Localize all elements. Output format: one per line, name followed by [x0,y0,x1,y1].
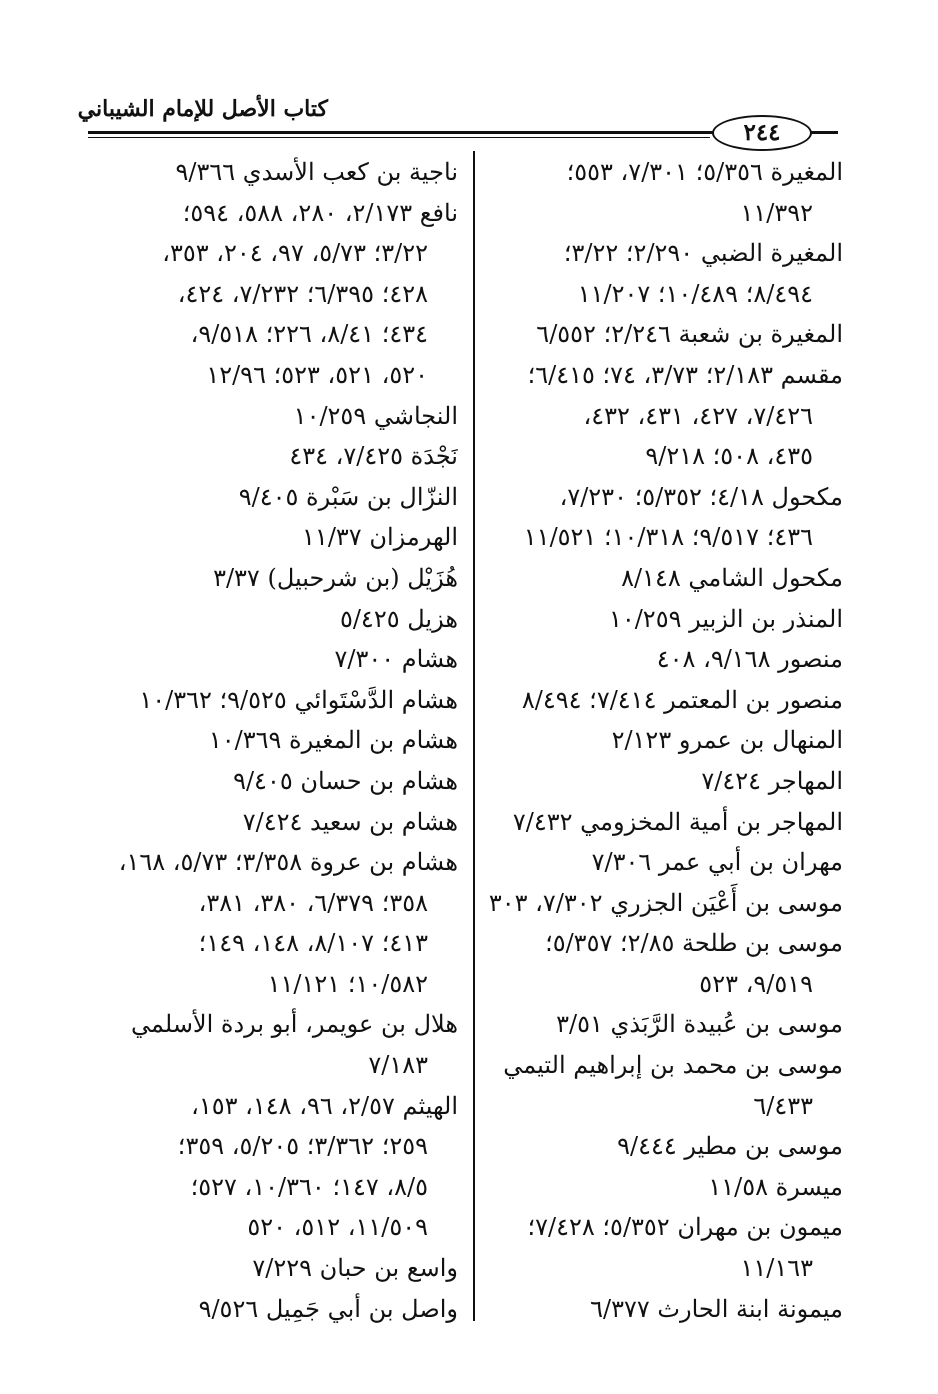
index-entry-continuation: ٤٢٨؛ ٦/٣٩٥؛ ٧/٢٣٢، ٤٢٤، [177,279,428,308]
index-entry: النزّال بن سَبْرة ٩/٤٠٥ [238,482,458,511]
index-entry: هلال بن عويمر، أبو بردة الأسلمي [131,1010,458,1039]
index-entry: هشام بن المغيرة ١٠/٣٦٩ [208,726,458,755]
index-entry: المغيرة الضبي ٢/٢٩٠؛ ٣/٢٢؛ [563,239,843,268]
index-entry: مكحول الشامي ٨/١٤٨ [621,563,843,592]
index-entry: مهران بن أبي عمر ٧/٣٠٦ [591,848,843,877]
page-number: ٢٤٤ [712,115,812,151]
index-entry-continuation: ٦/٤٣٣ [753,1091,813,1120]
index-entry-continuation: ٥٢٠، ٥٢١، ٥٢٣؛ ١٢/٩٦ [206,360,428,389]
index-entry: نَجْدَة ٧/٤٢٥، ٤٣٤ [289,442,458,471]
index-entry: مقسم ٢/١٨٣؛ ٣/٧٣، ٧٤؛ ٦/٤١٥؛ [527,360,843,389]
index-entry-continuation: ٨/٥، ١٤٧؛ ١٠/٣٦٠، ٥٢٧؛ [190,1172,428,1201]
column-divider [473,151,475,1321]
index-entry: موسى بن عُبيدة الرَّبَذي ٣/٥١ [556,1010,843,1039]
index-entry: الهرمزان ١١/٣٧ [302,523,458,552]
index-entry-continuation: ٤٣٦؛ ٩/٥١٧؛ ١٠/٣١٨؛ ١١/٥٢١ [523,523,813,552]
index-entry-continuation: ٤١٣؛ ٨/١٠٧، ١٤٨، ١٤٩؛ [198,929,428,958]
index-column-right [488,152,843,1329]
index-entry: هشام الدَّسْتَوائي ٩/٥٢٥؛ ١٠/٣٦٢ [139,685,458,714]
index-entry-continuation: ١١/١٦٣ [740,1254,813,1283]
header-rule-thin [88,137,710,138]
index-entry: ميمون بن مهران ٥/٣٥٢؛ ٧/٤٢٨؛ [527,1213,843,1242]
index-entry-continuation: ٤٣٤؛ ٨/٤١، ٢٢٦؛ ٩/٥١٨، [190,320,428,349]
index-entry: ميسرة ١١/٥٨ [708,1172,843,1201]
index-entry: المهاجر بن أمية المخزومي ٧/٤٣٢ [512,807,843,836]
index-entry: نافع ٢/١٧٣، ٢٨٠، ٥٨٨، ٥٩٤؛ [182,198,458,227]
index-entry-continuation: ٣٥٨؛ ٦/٣٧٩، ٣٨٠، ٣٨١، [198,888,428,917]
index-entry: موسى بن محمد بن إبراهيم التيمي [503,1051,843,1080]
index-entry: المنهال بن عمرو ٢/١٢٣ [611,726,843,755]
index-entry: منصور بن المعتمر ٧/٤١٤؛ ٨/٤٩٤ [521,685,843,714]
index-entry-continuation: ١١/٣٩٢ [740,198,813,227]
index-entry: المغيرة ٥/٣٥٦؛ ٧/٣٠١، ٥٥٣؛ [566,158,843,186]
index-entry-continuation: ٢٥٩؛ ٣/٣٦٢؛ ٥/٢٠٥، ٣٥٩؛ [177,1132,428,1161]
index-entry-continuation: ٣/٢٢؛ ٥/٧٣، ٩٧، ٢٠٤، ٣٥٣، [162,239,428,268]
running-header-title: كتاب الأصل للإمام الشيباني [77,96,328,122]
index-entry: الهيثم ٢/٥٧، ٩٦، ١٤٨، ١٥٣، [191,1091,458,1120]
index-entry: هُزَيْل (بن شرحبيل) ٣/٣٧ [213,563,458,592]
index-entry: النجاشي ١٠/٢٥٩ [293,401,458,430]
index-entry: المهاجر ٧/٤٢٤ [701,766,843,795]
index-entry: موسى بن طلحة ٢/٨٥؛ ٥/٣٥٧؛ [545,929,843,958]
index-entry-continuation: ١١/٥٠٩، ٥١٢، ٥٢٠ [247,1213,428,1242]
index-entry: منصور ٩/١٦٨، ٤٠٨ [656,645,843,674]
index-entry: واصل بن أبي جَمِيل ٩/٥٢٦ [198,1294,458,1323]
index-entry: مكحول ٤/١٨؛ ٥/٣٥٢؛ ٧/٢٣٠، [559,482,843,511]
index-entry: ناجية بن كعب الأسدي ٩/٣٦٦ [175,158,458,186]
index-entry-continuation: ١٠/٥٨٢؛ ١١/١٢١ [267,969,428,998]
index-entry: هشام بن سعيد ٧/٤٢٤ [242,807,458,836]
index-entry: موسى بن مطير ٩/٤٤٤ [617,1132,843,1161]
index-entry-continuation: ٤٣٥، ٥٠٨؛ ٩/٢١٨ [645,442,813,471]
index-entry-continuation: ٧/١٨٣ [368,1051,428,1080]
index-entry: هشام بن حسان ٩/٤٠٥ [233,766,458,795]
index-entry: المغيرة بن شعبة ٢/٢٤٦؛ ٦/٥٥٢ [536,320,843,349]
index-entry-continuation: ٨/٤٩٤؛ ١٠/٤٨٩؛ ١١/٢٠٧ [577,279,813,308]
index-entry: ميمونة ابنة الحارث ٦/٣٧٧ [590,1294,843,1323]
index-entry: هزيل ٥/٤٢٥ [339,604,458,633]
index-entry-continuation: ٧/٤٢٦، ٤٢٧، ٤٣١، ٤٣٢، [583,401,813,430]
index-entry: هشام بن عروة ٣/٣٥٨؛ ٥/٧٣، ١٦٨، [118,848,458,877]
index-entry-continuation: ٩/٥١٩، ٥٢٣ [699,969,813,998]
index-entry: موسى بن أَعْيَن الجزري ٧/٣٠٢، ٣٠٣ [488,888,843,917]
index-entry: هشام ٧/٣٠٠ [334,645,458,674]
index-entry: واسع بن حبان ٧/٢٢٩ [252,1254,458,1283]
index-entry: المنذر بن الزبير ١٠/٢٥٩ [608,604,843,633]
index-column-left [96,152,458,1329]
